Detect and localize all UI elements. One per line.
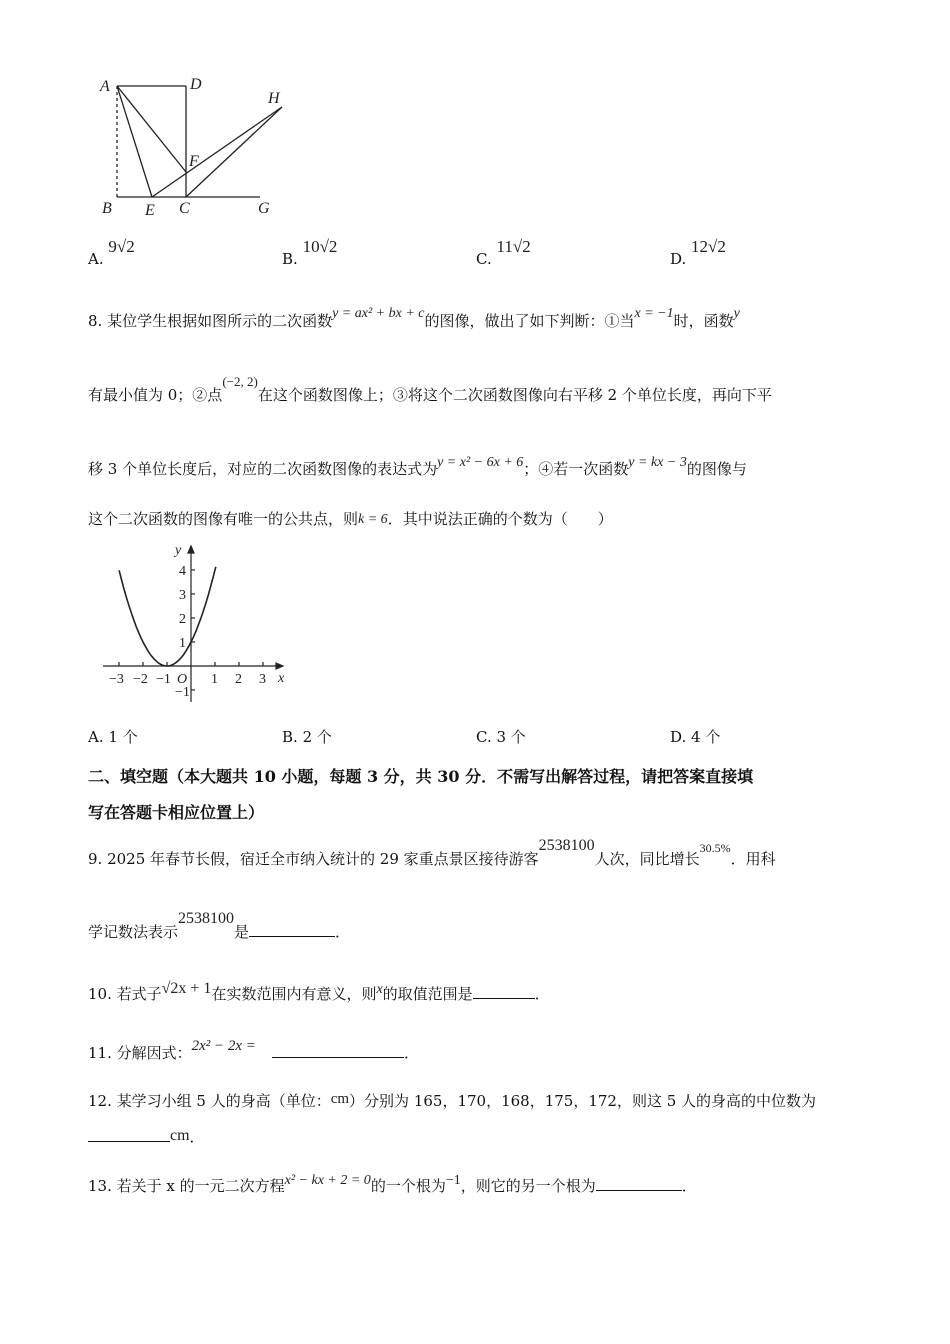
q7-option-b: B. 10√2 xyxy=(282,237,338,268)
q9-line-1: 9. 2025 年春节长假，宿迁全市纳入统计的 29 家重点景区接待游客2538100人次，同比增长$^{30.5\%}$．用科 xyxy=(88,837,776,868)
label-D: D xyxy=(190,76,202,93)
q9-line-2: 学记数法表示2538100是 ． xyxy=(88,910,351,941)
q8-option-a: A. 1 个 xyxy=(88,728,138,746)
x-tick-3: 3 xyxy=(259,672,266,687)
q7-option-d: D. 12√2 xyxy=(670,237,726,268)
parabola-graph xyxy=(95,540,295,705)
x-tick--2: −2 xyxy=(133,672,148,687)
q7-option-c: C. 11√2 xyxy=(476,237,531,268)
label-H: H xyxy=(268,90,280,107)
y-tick-1: 1 xyxy=(179,636,186,651)
q10-line: 10. 若式子√2x + 1在实数范围内有意义，则x的取值范围是 ． xyxy=(88,980,550,1003)
label-G: G xyxy=(258,200,270,217)
label-E: E xyxy=(145,202,155,219)
q7-option-a: A. 9√2 xyxy=(88,237,135,268)
y-axis-label: y xyxy=(175,543,182,558)
label-A: A xyxy=(100,78,110,95)
q13-answer-blank[interactable] xyxy=(596,1176,682,1191)
q12-line-1: 12. 某学习小组 5 人的身高（单位：cm）分别为 165，170，168，175，172，则这 5 人的身高的中位数为 xyxy=(88,1091,817,1110)
y-tick-3: 3 xyxy=(179,588,186,603)
y-tick--1: −1 xyxy=(175,685,190,700)
label-C: C xyxy=(179,200,190,217)
x-tick--1: −1 xyxy=(156,672,171,687)
q8-line-4: 这个二次函数的图像有唯一的公共点，则k = 6．其中说法正确的个数为（ ） xyxy=(88,510,613,528)
section-2-title-line-2: 写在答题卡相应位置上） xyxy=(88,803,265,822)
q8-line-3: 移 3 个单位长度后，对应的二次函数图像的表达式为y = x² − 6x + 6；④若一次函数y = kx − 3的图像与 xyxy=(88,455,747,478)
q8-option-d: D. 4 个 xyxy=(670,728,721,746)
q9-answer-blank[interactable] xyxy=(249,922,335,937)
q8-option-c: C. 3 个 xyxy=(476,728,526,746)
y-tick-4: 4 xyxy=(179,564,186,579)
q8-option-b: B. 2 个 xyxy=(282,728,332,746)
q8-line-1: 8. 某位学生根据如图所示的二次函数y = ax² + bx + c的图像，做出了如下判断：①当x = −1时，函数y xyxy=(88,306,740,330)
x-tick-1: 1 xyxy=(211,672,218,687)
q10-answer-blank[interactable] xyxy=(473,984,535,999)
q12-line-2: cm． xyxy=(88,1126,205,1147)
section-2-title-line-1: 二、填空题（本大题共 10 小题，每题 3 分，共 30 分．不需写出解答过程，请把答案直接填 xyxy=(88,767,754,786)
q8-line-2: 有最小值为 0；②点(−2, 2)在这个函数图像上；③将这个二次函数图像向右平移 2 个单位长度，再向下平 xyxy=(88,374,772,404)
x-tick--3: −3 xyxy=(109,672,124,687)
x-axis-label: x xyxy=(278,671,285,686)
parabola-curve xyxy=(119,567,216,666)
q13-line: 13. 若关于 x 的一元二次方程x² − kx + 2 = 0的一个根为−1，则它的另一个根为 ． xyxy=(88,1173,697,1195)
label-F: F xyxy=(189,153,199,170)
q12-answer-blank[interactable] xyxy=(88,1127,170,1142)
geometry-figure xyxy=(90,70,290,220)
origin-label: O xyxy=(177,672,188,687)
y-tick-2: 2 xyxy=(179,612,186,627)
x-tick-2: 2 xyxy=(235,672,242,687)
q11-line: 11. 分解因式：2x² − 2x = ． xyxy=(88,1038,419,1062)
q11-answer-blank[interactable] xyxy=(272,1043,404,1058)
label-B: B xyxy=(102,200,112,217)
